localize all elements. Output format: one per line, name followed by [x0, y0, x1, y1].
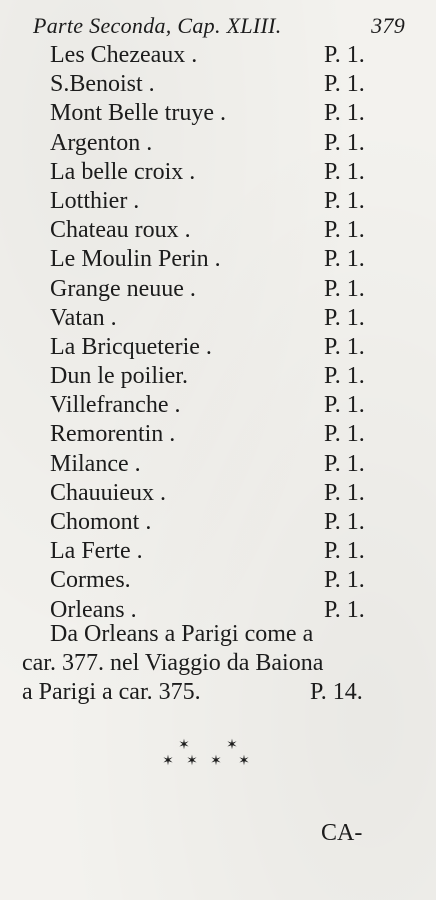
post-count: P. 1. — [324, 567, 365, 594]
svg-text:✶: ✶ — [162, 753, 174, 769]
page-header — [33, 11, 405, 41]
place-name: Milance . — [50, 450, 141, 477]
list-item — [0, 391, 436, 420]
place-name: Villefranche . — [50, 392, 181, 419]
place-name: Orleans . — [50, 596, 137, 623]
post-count: P. 1. — [324, 450, 365, 477]
place-name: Le Moulin Perin . — [50, 246, 221, 273]
note-line: a Parigi a car. 375. — [22, 679, 201, 705]
list-item — [0, 245, 436, 274]
post-count: P. 1. — [324, 275, 365, 302]
place-name: Les Chezeaux . — [50, 42, 198, 68]
post-count: P. 1. — [324, 100, 365, 127]
post-count: P. 1. — [324, 596, 365, 623]
post-count: P. 1. — [324, 187, 365, 214]
list-item — [0, 508, 436, 537]
running-head: Parte Seconda, Cap. XLIII. — [33, 13, 282, 38]
list-item — [0, 537, 436, 566]
svg-text:✶: ✶ — [178, 737, 190, 753]
list-item — [0, 216, 436, 245]
list-item — [0, 41, 436, 70]
post-count: P. 1. — [324, 71, 365, 98]
post-stage-list — [0, 41, 436, 625]
post-count: P. 1. — [324, 479, 365, 506]
place-name: Remorentin . — [50, 421, 176, 448]
post-count: P. 1. — [324, 158, 365, 185]
place-name: Chateau roux . — [50, 217, 191, 244]
svg-text:✶: ✶ — [238, 753, 250, 769]
post-count: P. 1. — [324, 421, 365, 448]
place-name: Chauuieux . — [50, 479, 166, 506]
place-name: La belle croix . — [50, 158, 196, 185]
place-name: La Bricqueterie . — [50, 333, 212, 360]
place-name: La Ferte . — [50, 538, 143, 565]
post-count: P. 1. — [324, 333, 365, 360]
list-item — [0, 70, 436, 99]
place-name: S.Benoist . — [50, 71, 155, 98]
list-item — [0, 479, 436, 508]
page-number: 379 — [371, 13, 405, 38]
list-item — [0, 187, 436, 216]
list-item — [0, 362, 436, 391]
list-item — [0, 333, 436, 362]
post-count: P. 1. — [324, 509, 365, 535]
place-name: Mont Belle truye . — [50, 100, 226, 127]
post-count: P. 1. — [324, 42, 365, 68]
svg-text:✶: ✶ — [226, 737, 238, 753]
place-name: Chomont . — [50, 509, 152, 535]
place-name: Cormes. — [50, 567, 131, 594]
place-name: Grange neuue . — [50, 275, 196, 302]
list-item — [0, 158, 436, 187]
catchword: CA- — [321, 820, 363, 846]
note-line: Da Orleans a Parigi come a — [50, 621, 314, 647]
place-name: Vatan . — [50, 304, 117, 331]
list-item — [0, 450, 436, 479]
post-count: P. 1. — [324, 538, 365, 565]
note-line: car. 377. nel Viaggio da Baiona — [22, 650, 324, 676]
post-count: P. 1. — [324, 363, 365, 390]
post-count: P. 1. — [324, 304, 365, 331]
place-name: Dun le poilier. — [50, 363, 188, 390]
list-item — [0, 566, 436, 595]
svg-text:✶: ✶ — [210, 753, 222, 769]
list-item — [0, 99, 436, 128]
list-item — [0, 304, 436, 333]
place-name: Lotthier . — [50, 187, 140, 214]
post-count: P. 1. — [324, 392, 365, 419]
asterism-ornament-icon — [160, 735, 256, 775]
list-item — [0, 129, 436, 158]
place-name: Argenton . — [50, 129, 153, 156]
post-count: P. 1. — [324, 129, 365, 156]
post-count: P. 1. — [324, 246, 365, 273]
list-item — [0, 420, 436, 449]
post-count: P. 1. — [324, 217, 365, 244]
post-count: P. 14. — [310, 679, 363, 705]
list-item — [0, 275, 436, 304]
svg-text:✶: ✶ — [186, 753, 198, 769]
